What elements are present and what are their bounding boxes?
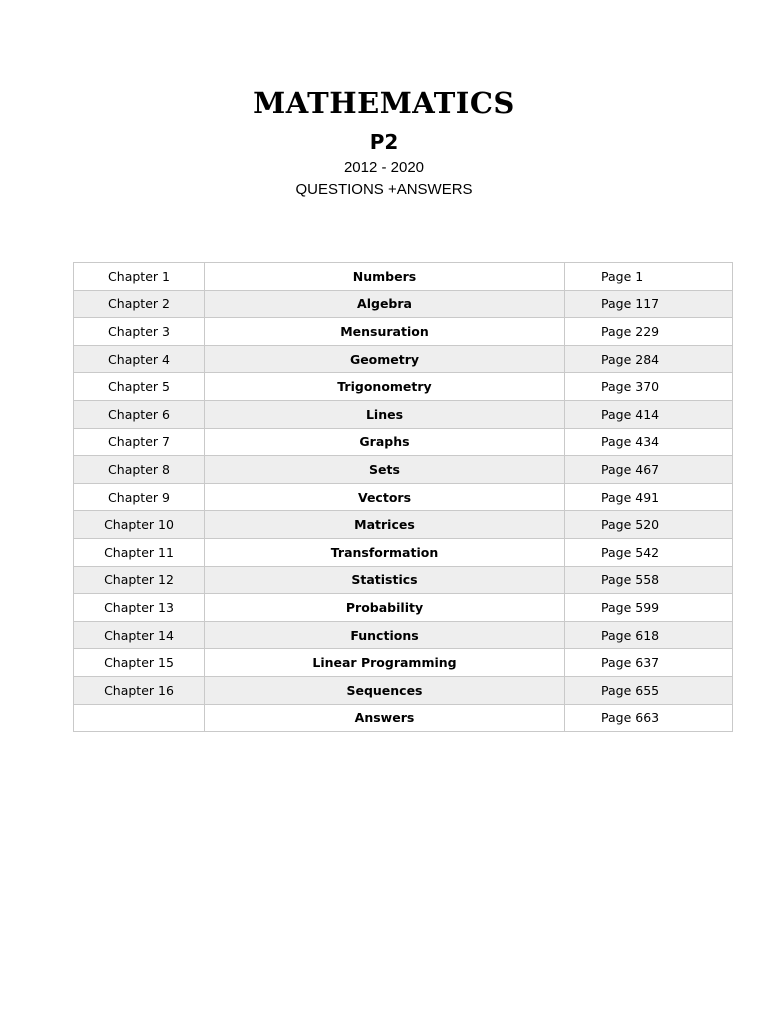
chapter-cell: Chapter 8 (74, 456, 205, 484)
chapter-cell: Chapter 10 (74, 511, 205, 539)
topic-cell: Linear Programming (205, 649, 565, 677)
page-cell: Page 618 (565, 621, 733, 649)
topic-cell: Trigonometry (205, 373, 565, 401)
document-title: MATHEMATICS (253, 86, 515, 120)
page-cell: Page 229 (565, 318, 733, 346)
table-row (74, 483, 733, 511)
table-row (74, 290, 733, 318)
topic-cell: Lines (205, 400, 565, 428)
page-cell: Page 284 (565, 345, 733, 373)
chapter-cell: Chapter 15 (74, 649, 205, 677)
table-row (74, 263, 733, 291)
chapter-cell: Chapter 2 (74, 290, 205, 318)
page-cell: Page 599 (565, 594, 733, 622)
topic-cell: Statistics (205, 566, 565, 594)
table-row (74, 594, 733, 622)
chapter-cell: Chapter 7 (74, 428, 205, 456)
chapter-cell: Chapter 4 (74, 345, 205, 373)
table-row (74, 428, 733, 456)
table-row (74, 621, 733, 649)
page-cell: Page 467 (565, 456, 733, 484)
table-row (74, 456, 733, 484)
topic-cell: Algebra (205, 290, 565, 318)
year-range: 2012 - 2020 (343, 159, 425, 176)
page-cell: Page 542 (565, 538, 733, 566)
table-row (74, 400, 733, 428)
toc-body (74, 263, 733, 732)
page-cell: Page 655 (565, 676, 733, 704)
page-cell: Page 663 (565, 704, 733, 732)
topic-cell: Geometry (205, 345, 565, 373)
table-row (74, 345, 733, 373)
chapter-cell: Chapter 5 (74, 373, 205, 401)
topic-cell: Sets (205, 456, 565, 484)
topic-cell: Transformation (205, 538, 565, 566)
chapter-cell: Chapter 12 (74, 566, 205, 594)
topic-cell: Mensuration (205, 318, 565, 346)
topic-cell: Probability (205, 594, 565, 622)
page-cell: Page 117 (565, 290, 733, 318)
topic-cell: Vectors (205, 483, 565, 511)
page-cell: Page 558 (565, 566, 733, 594)
topic-cell: Functions (205, 621, 565, 649)
paper-label: P2 (369, 130, 399, 154)
table-row (74, 373, 733, 401)
table-row (74, 318, 733, 346)
page-cell: Page 1 (565, 263, 733, 291)
topic-cell: Graphs (205, 428, 565, 456)
page-cell: Page 414 (565, 400, 733, 428)
chapter-cell: Chapter 9 (74, 483, 205, 511)
page-cell: Page 491 (565, 483, 733, 511)
table-of-contents (73, 262, 733, 732)
chapter-cell: Chapter 1 (74, 263, 205, 291)
table-row (74, 566, 733, 594)
topic-cell: Sequences (205, 676, 565, 704)
chapter-cell: Chapter 14 (74, 621, 205, 649)
table-row (74, 649, 733, 677)
page-cell: Page 370 (565, 373, 733, 401)
table-row (74, 538, 733, 566)
table-row (74, 704, 733, 732)
topic-cell: Matrices (205, 511, 565, 539)
chapter-cell: Chapter 13 (74, 594, 205, 622)
chapter-cell: Chapter 11 (74, 538, 205, 566)
page-cell: Page 637 (565, 649, 733, 677)
chapter-cell: Chapter 6 (74, 400, 205, 428)
chapter-cell: Chapter 16 (74, 676, 205, 704)
table-row (74, 676, 733, 704)
page-cell: Page 520 (565, 511, 733, 539)
topic-cell: Numbers (205, 263, 565, 291)
topic-cell: Answers (205, 704, 565, 732)
table-row (74, 511, 733, 539)
chapter-cell (74, 704, 205, 732)
chapter-cell: Chapter 3 (74, 318, 205, 346)
page-cell: Page 434 (565, 428, 733, 456)
document-subtitle: QUESTIONS +ANSWERS (295, 181, 473, 198)
